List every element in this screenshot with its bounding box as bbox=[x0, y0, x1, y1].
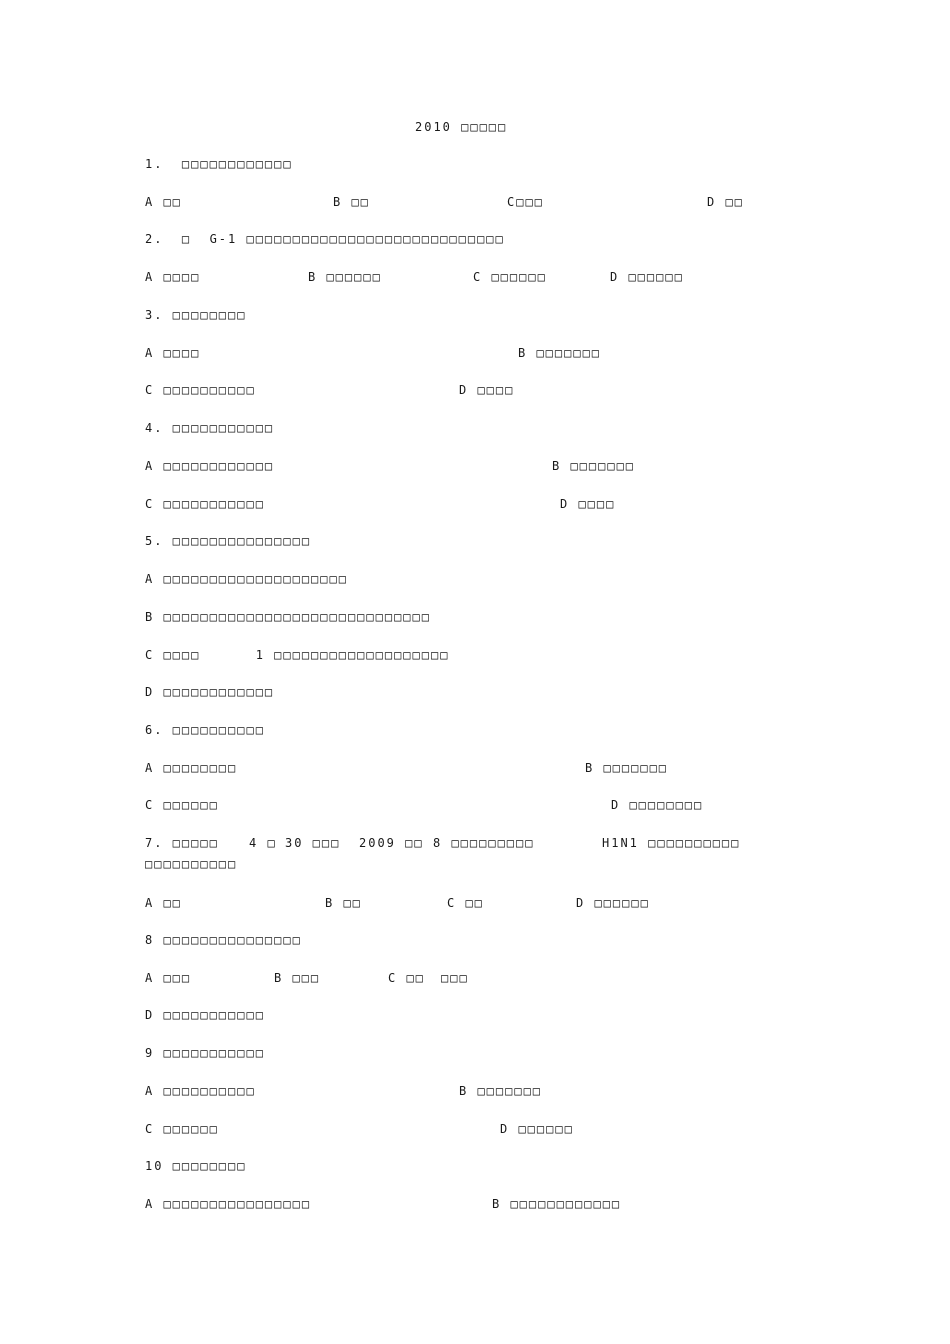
question-6-option-c: C □□□□□□ bbox=[145, 798, 219, 812]
question-9-option-d: D □□□□□□ bbox=[500, 1122, 574, 1136]
question-5-option-a: A □□□□□□□□□□□□□□□□□□□□ bbox=[145, 572, 348, 586]
question-1-prompt: 1. □□□□□□□□□□□□ bbox=[145, 157, 293, 171]
question-8-option-a: A □□□ bbox=[145, 971, 192, 985]
question-8-option-c-tail: □□□ bbox=[441, 971, 469, 985]
question-1-option-c: C□□□ bbox=[507, 195, 544, 209]
question-5-option-d: D □□□□□□□□□□□□ bbox=[145, 685, 275, 699]
question-8-prompt: 8 □□□□□□□□□□□□□□□ bbox=[145, 933, 302, 947]
question-6-option-a: A □□□□□□□□ bbox=[145, 761, 238, 775]
question-4-option-b: B □□□□□□□ bbox=[552, 459, 636, 473]
question-7-prompt-part: 2009 □□ bbox=[359, 836, 424, 850]
question-6-prompt: 6. □□□□□□□□□□ bbox=[145, 723, 265, 737]
question-4-prompt: 4. □□□□□□□□□□□ bbox=[145, 421, 275, 435]
question-10-option-b: B □□□□□□□□□□□□ bbox=[492, 1197, 622, 1211]
question-6-option-d: D □□□□□□□□ bbox=[611, 798, 704, 812]
question-7-option-a: A □□ bbox=[145, 896, 182, 910]
question-3-option-c: C □□□□□□□□□□ bbox=[145, 383, 256, 397]
question-4-option-c: C □□□□□□□□□□□ bbox=[145, 497, 265, 511]
question-3-option-b: B □□□□□□□ bbox=[518, 346, 602, 360]
question-8-option-d: D □□□□□□□□□□□ bbox=[145, 1008, 265, 1022]
question-7-prompt-part: 4 □ bbox=[249, 836, 277, 850]
question-2-option-a: A □□□□ bbox=[145, 270, 201, 284]
question-6-option-b: B □□□□□□□ bbox=[585, 761, 669, 775]
question-1-option-b: B □□ bbox=[333, 195, 370, 209]
question-2-prompt: 2. □ G-1 □□□□□□□□□□□□□□□□□□□□□□□□□□□□ bbox=[145, 232, 505, 246]
question-9-option-a: A □□□□□□□□□□ bbox=[145, 1084, 256, 1098]
question-7-prompt-part: 8 □□□□□□□□□ bbox=[433, 836, 535, 850]
question-7-option-d: D □□□□□□ bbox=[576, 896, 650, 910]
question-7-prompt-line-2: □□□□□□□□□□ bbox=[145, 857, 238, 871]
question-7-option-c: C □□ bbox=[447, 896, 484, 910]
question-5-option-c: C □□□□ 1 □□□□□□□□□□□□□□□□□□□ bbox=[145, 648, 450, 662]
question-8-option-c: C □□ bbox=[388, 971, 425, 985]
question-10-option-a: A □□□□□□□□□□□□□□□□ bbox=[145, 1197, 312, 1211]
question-2-option-d: D □□□□□□ bbox=[610, 270, 684, 284]
question-4-option-a: A □□□□□□□□□□□□ bbox=[145, 459, 275, 473]
question-4-option-d: D □□□□ bbox=[560, 497, 616, 511]
question-9-option-b: B □□□□□□□ bbox=[459, 1084, 543, 1098]
question-2-option-b: B □□□□□□ bbox=[308, 270, 382, 284]
question-5-option-b: B □□□□□□□□□□□□□□□□□□□□□□□□□□□□□ bbox=[145, 610, 431, 624]
question-10-prompt: 10 □□□□□□□□ bbox=[145, 1159, 247, 1173]
document-title: 2010 □□□□□ bbox=[415, 120, 508, 134]
question-2-option-c: C □□□□□□ bbox=[473, 270, 547, 284]
question-3-option-a: A □□□□ bbox=[145, 346, 201, 360]
question-1-option-d: D □□ bbox=[707, 195, 744, 209]
question-7-prompt-part: 30 □□□ bbox=[285, 836, 341, 850]
question-1-option-a: A □□ bbox=[145, 195, 182, 209]
question-7-prompt-part: 7. □□□□□ bbox=[145, 836, 219, 850]
question-8-option-b: B □□□ bbox=[274, 971, 321, 985]
question-9-prompt: 9 □□□□□□□□□□□ bbox=[145, 1046, 265, 1060]
question-5-prompt: 5. □□□□□□□□□□□□□□□ bbox=[145, 534, 312, 548]
question-3-prompt: 3. □□□□□□□□ bbox=[145, 308, 247, 322]
question-7-option-b: B □□ bbox=[325, 896, 362, 910]
question-9-option-c: C □□□□□□ bbox=[145, 1122, 219, 1136]
question-7-prompt-part: H1N1 □□□□□□□□□□ bbox=[602, 836, 741, 850]
question-3-option-d: D □□□□ bbox=[459, 383, 515, 397]
